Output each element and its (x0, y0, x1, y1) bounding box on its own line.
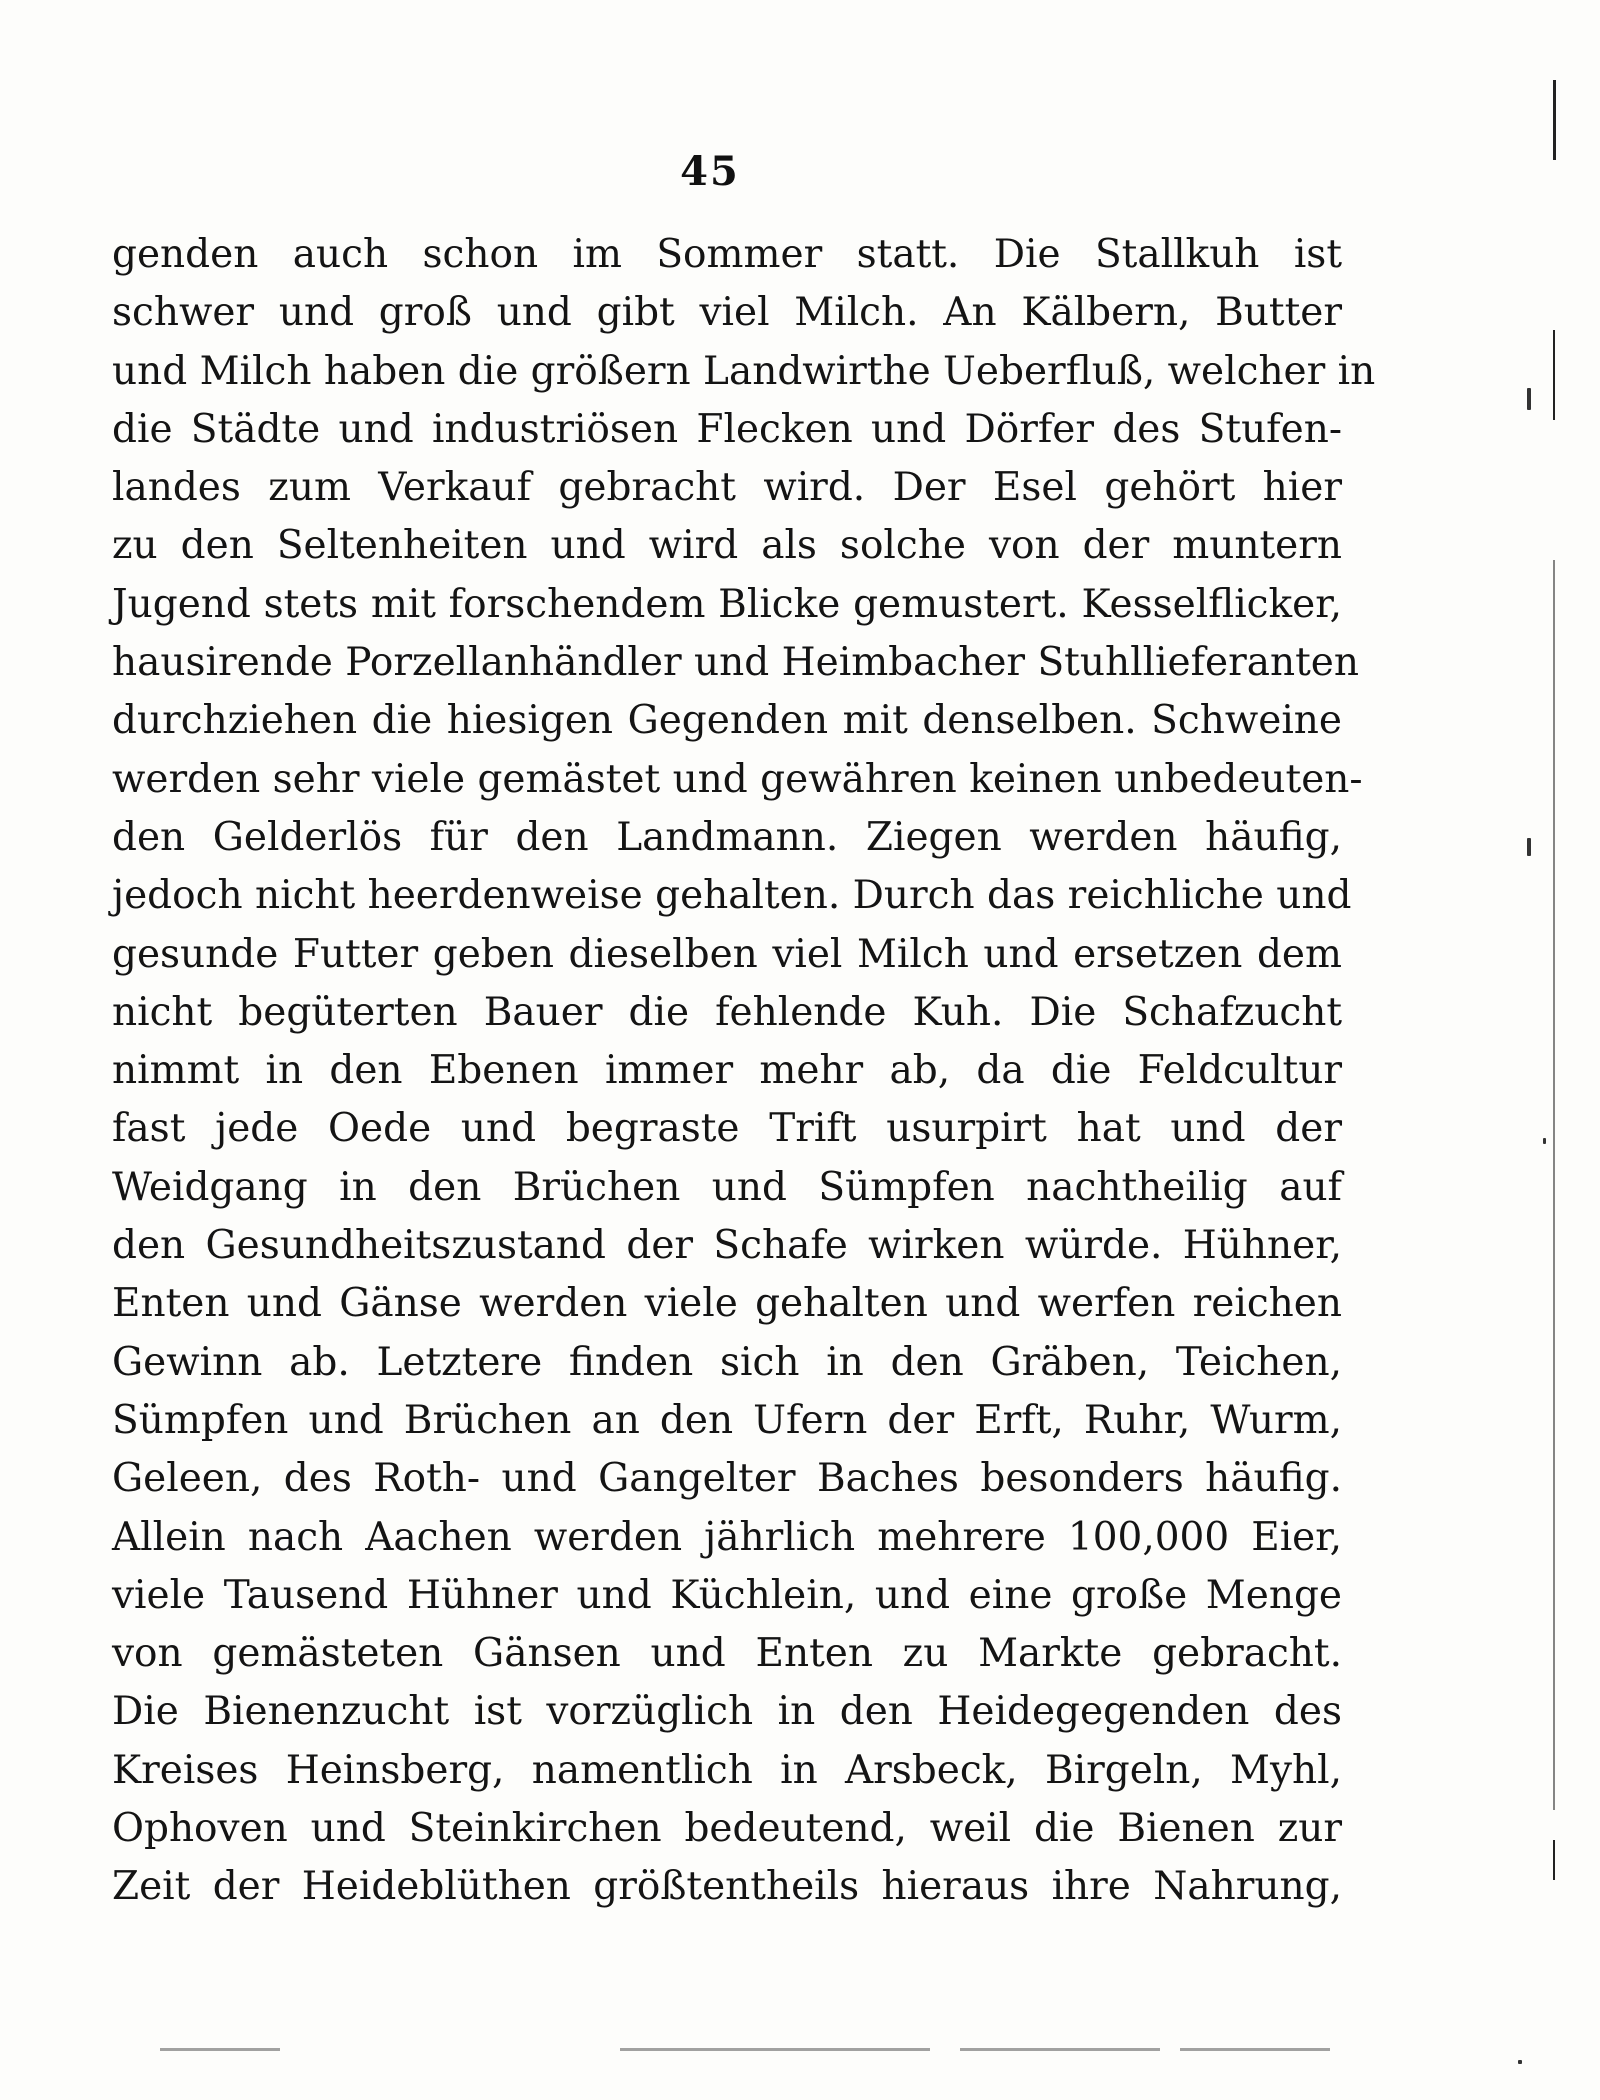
text-line: nicht begüterten Bauer die fehlende Kuh. Die Schafzucht (112, 989, 1342, 1035)
text-line: die Städte und industriösen Flecken und Dörfer des Stufen- (112, 406, 1342, 452)
text-line: hausirende Porzellanhändler und Heimbacher Stuhllieferanten (112, 640, 1359, 686)
scan-speck (1527, 838, 1531, 856)
page-edge-shadow (1553, 560, 1555, 1810)
text-line: nimmt in den Ebenen immer mehr ab, da die Feldcultur (112, 1048, 1342, 1094)
text-line: Zeit der Heideblüthen größtentheils hieraus ihre Nahrung, (112, 1864, 1342, 1910)
body-text (112, 226, 1376, 1917)
text-line: Jugend stets mit forschendem Blicke gemustert. Kesselflicker, (112, 581, 1342, 627)
text-line: Gewinn ab. Letztere finden sich in den Gräben, Teichen, (112, 1339, 1342, 1385)
text-line: fast jede Oede und begraste Trift usurpirt hat und der (112, 1106, 1342, 1152)
text-line: den Gesundheitszustand der Schafe wirken würde. Hühner, (112, 1223, 1342, 1269)
text-line: Weidgang in den Brüchen und Sümpfen nachtheilig auf (112, 1164, 1342, 1210)
text-line: viele Tausend Hühner und Küchlein, und eine große Menge (112, 1572, 1342, 1618)
page-edge-shadow (1553, 1840, 1555, 1880)
text-line: Ophoven und Steinkirchen bedeutend, weil die Bienen zur (112, 1806, 1342, 1852)
scan-smudge (1180, 2048, 1330, 2051)
text-line: jedoch nicht heerdenweise gehalten. Durch das reichliche und (112, 873, 1352, 919)
text-line: Die Bienenzucht ist vorzüglich in den Heidegegenden des (112, 1689, 1342, 1735)
text-line: und Milch haben die größern Landwirthe Ueberfluß, welcher in (112, 348, 1376, 394)
text-line: schwer und groß und gibt viel Milch. An Kälbern, Butter (112, 290, 1342, 336)
text-line: zu den Seltenheiten und wird als solche von der muntern (112, 523, 1342, 569)
scan-speck (1518, 2060, 1522, 2064)
text-line: Sümpfen und Brüchen an den Ufern der Erft, Ruhr, Wurm, (112, 1397, 1342, 1443)
text-line: werden sehr viele gemästet und gewähren keinen unbedeuten- (112, 756, 1363, 802)
page-number: 45 (680, 148, 740, 195)
page-edge-shadow (1553, 80, 1556, 160)
scan-speck (1543, 1138, 1546, 1144)
text-line: den Gelderlös für den Landmann. Ziegen werden häufig, (112, 814, 1342, 860)
scan-smudge (620, 2048, 930, 2051)
text-line: Kreises Heinsberg, namentlich in Arsbeck, Birgeln, Myhl, (112, 1747, 1342, 1793)
text-line: Geleen, des Roth- und Gangelter Baches besonders häufig. (112, 1456, 1342, 1502)
scan-speck (1527, 388, 1531, 410)
page-edge-shadow (1553, 330, 1555, 420)
text-line: landes zum Verkauf gebracht wird. Der Esel gehört hier (112, 465, 1342, 511)
scan-smudge (160, 2048, 280, 2051)
text-line: durchziehen die hiesigen Gegenden mit denselben. Schweine (112, 698, 1342, 744)
text-line: von gemästeten Gänsen und Enten zu Markte gebracht. (112, 1631, 1342, 1677)
scan-smudge (960, 2048, 1160, 2051)
text-line: Allein nach Aachen werden jährlich mehrere 100,000 Eier, (112, 1514, 1342, 1560)
text-line: gesunde Futter geben dieselben viel Milch und ersetzen dem (112, 931, 1342, 977)
text-line: genden auch schon im Sommer statt. Die Stallkuh ist (112, 232, 1342, 277)
text-line: Enten und Gänse werden viele gehalten und werfen reichen (112, 1281, 1342, 1327)
